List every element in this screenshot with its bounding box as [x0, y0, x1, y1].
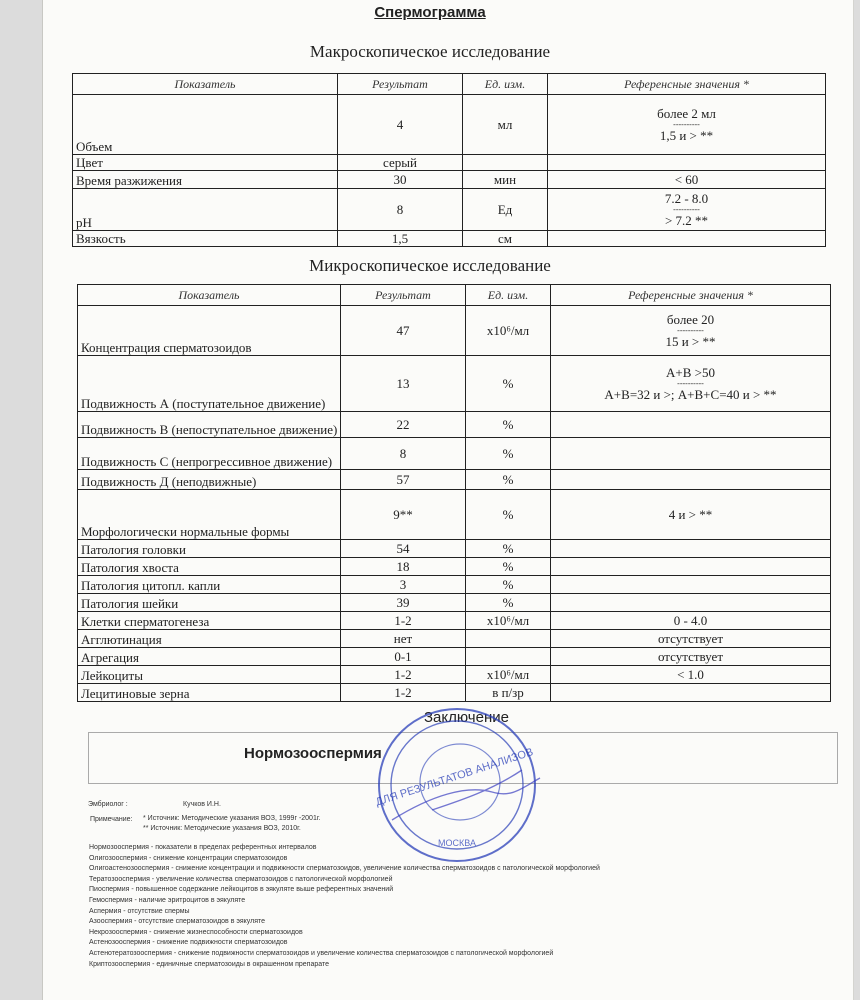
row-reference — [551, 576, 831, 594]
legend-line: Астенотератозооспермия - снижение подвижности сперматозоидов и увеличение количества сперматозоидов с патологической морфологией — [89, 949, 554, 957]
note-line-1: * Источник: Методические указания ВОЗ, 1999г -2001г. — [143, 815, 321, 822]
reference-line: более 20 — [666, 311, 715, 327]
row-result: 8 — [338, 189, 463, 231]
row-unit: % — [466, 540, 551, 558]
stamp-city-text: МОСКВА — [438, 838, 476, 848]
legend-line: Астенозооспермия - снижение подвижности сперматозоидов — [89, 939, 288, 947]
row-result: 30 — [338, 171, 463, 189]
row-name: Агрегация — [78, 648, 341, 666]
header-reference: Референсные значения * — [551, 285, 831, 306]
row-reference — [551, 594, 831, 612]
reference-line: А+В >50 — [666, 364, 715, 380]
row-name: pH — [73, 189, 338, 231]
row-reference — [551, 684, 831, 702]
row-unit: х10⁶/мл — [466, 666, 551, 684]
row-reference — [548, 155, 826, 171]
note-label: Примечание: — [90, 816, 133, 823]
header-unit: Ед. изм. — [463, 74, 548, 95]
reference-line: ---------- — [673, 204, 700, 214]
row-name: Цвет — [73, 155, 338, 171]
reference-line: ---------- — [677, 325, 704, 335]
row-unit: х10⁶/мл — [466, 612, 551, 630]
row-result: нет — [341, 630, 466, 648]
row-result: серый — [338, 155, 463, 171]
micro-table — [77, 284, 831, 702]
row-name: Концентрация сперматозоидов — [78, 306, 341, 356]
table-row — [78, 630, 831, 648]
table-row — [73, 231, 826, 247]
row-result: 4 — [338, 95, 463, 155]
legend-line: Олигоастенозооспермия - снижение концентрации и подвижности сперматозоидов, увеличение количества сперматозоидов с патологической морфологией — [89, 865, 600, 873]
row-reference — [551, 666, 831, 684]
row-name: Лейкоциты — [78, 666, 341, 684]
row-unit: мин — [463, 171, 548, 189]
table-row — [78, 470, 831, 490]
row-result: 0-1 — [341, 648, 466, 666]
reference-line: 7.2 - 8.0 — [664, 190, 709, 206]
row-result: 1,5 — [338, 231, 463, 247]
legend-line: Аспермия - отсутствие спермы — [89, 907, 190, 915]
row-unit: % — [466, 356, 551, 412]
row-result: 18 — [341, 558, 466, 576]
table-row — [78, 540, 831, 558]
reference-line: 4 и > ** — [668, 506, 713, 522]
header-unit: Ед. изм. — [466, 285, 551, 306]
row-result: 1-2 — [341, 612, 466, 630]
table-row — [78, 666, 831, 684]
header-result: Результат — [341, 285, 466, 306]
row-result: 22 — [341, 412, 466, 438]
clinic-stamp — [372, 700, 542, 870]
macro-table — [72, 73, 826, 247]
legend-line: Криптозооспермия - единичные сперматозоиды в окрашенном препарате — [89, 960, 330, 968]
header-result: Результат — [338, 74, 463, 95]
reference-line: более 2 мл — [657, 105, 716, 121]
table-row — [78, 356, 831, 412]
legend-line: Пиоспермия - повышенное содержание лейкоцитов в эякуляте выше референтных значений — [89, 886, 394, 894]
row-name: Подвижность А (поступательное движение) — [78, 356, 341, 412]
row-reference — [548, 171, 826, 189]
reference-line: А+В=32 и >; А+В+С=40 и > ** — [604, 386, 777, 402]
row-name: Подвижность В (непоступательное движение) — [78, 412, 341, 438]
row-name: Агглютинация — [78, 630, 341, 648]
stamp-center-text: ДЛЯ РЕЗУЛЬТАТОВ АНАЛИЗОВ — [374, 746, 535, 809]
row-result: 57 — [341, 470, 466, 490]
table-row — [73, 171, 826, 189]
table-row — [78, 612, 831, 630]
reference-line: ---------- — [677, 378, 704, 388]
row-reference — [548, 95, 826, 155]
row-unit: % — [466, 438, 551, 470]
row-unit — [466, 630, 551, 648]
row-name: Морфологически нормальные формы — [78, 490, 341, 540]
header-indicator: Показатель — [78, 285, 341, 306]
reference-line: отсутствует — [657, 630, 724, 646]
row-reference — [551, 356, 831, 412]
legend-line: Олигозооспермия - снижение концентрации сперматозоидов — [89, 854, 288, 862]
table-row — [78, 490, 831, 540]
row-reference — [551, 630, 831, 648]
table-row — [78, 684, 831, 702]
note-line-2: ** Источник: Методические указания ВОЗ, 2010г. — [143, 825, 301, 832]
row-reference — [551, 412, 831, 438]
row-result: 47 — [341, 306, 466, 356]
row-reference — [551, 648, 831, 666]
table-row — [78, 306, 831, 356]
table-row — [78, 558, 831, 576]
reference-line: 15 и > ** — [665, 333, 716, 349]
row-name: Лецитиновые зерна — [78, 684, 341, 702]
table-row — [73, 155, 826, 171]
row-unit — [463, 155, 548, 171]
row-name: Вязкость — [73, 231, 338, 247]
header-indicator: Показатель — [73, 74, 338, 95]
row-reference — [548, 231, 826, 247]
row-result: 3 — [341, 576, 466, 594]
row-result: 13 — [341, 356, 466, 412]
embryologist-name: Кучков И.Н. — [183, 801, 221, 808]
row-result: 9** — [341, 490, 466, 540]
row-unit: % — [466, 594, 551, 612]
document-title: Спермограмма — [374, 4, 486, 21]
row-unit: х10⁶/мл — [466, 306, 551, 356]
row-reference — [551, 438, 831, 470]
row-reference — [548, 189, 826, 231]
table-row — [78, 576, 831, 594]
row-name: Патология головки — [78, 540, 341, 558]
reference-line: 1,5 и > ** — [659, 127, 714, 143]
row-unit: Ед — [463, 189, 548, 231]
row-unit — [466, 648, 551, 666]
row-name: Объем — [73, 95, 338, 155]
row-unit: % — [466, 576, 551, 594]
row-name: Подвижность Д (неподвижные) — [78, 470, 341, 490]
reference-line: > 7.2 ** — [664, 212, 709, 228]
row-unit: % — [466, 558, 551, 576]
row-reference — [551, 306, 831, 356]
row-result: 39 — [341, 594, 466, 612]
row-name: Время разжижения — [73, 171, 338, 189]
row-name: Патология хвоста — [78, 558, 341, 576]
table-row — [73, 95, 826, 155]
conclusion-label: Заключение — [424, 709, 509, 726]
row-unit: см — [463, 231, 548, 247]
row-name: Клетки сперматогенеза — [78, 612, 341, 630]
legend-line: Азооспермия - отсутствие сперматозоидов в эякуляте — [89, 918, 266, 926]
row-unit: мл — [463, 95, 548, 155]
row-reference — [551, 490, 831, 540]
row-unit: % — [466, 412, 551, 438]
reference-line: 0 - 4.0 — [673, 612, 708, 628]
embryologist-label: Эмбриолог : — [88, 801, 128, 808]
row-name: Патология шейки — [78, 594, 341, 612]
row-unit: в п/зр — [466, 684, 551, 702]
row-result: 1-2 — [341, 684, 466, 702]
table-row — [78, 594, 831, 612]
row-result: 54 — [341, 540, 466, 558]
reference-line: ---------- — [673, 119, 700, 129]
table-row — [73, 189, 826, 231]
row-reference — [551, 540, 831, 558]
micro-section-title: Микроскопическое исследование — [309, 256, 551, 275]
reference-line: < 60 — [674, 171, 699, 187]
row-reference — [551, 558, 831, 576]
reference-line: < 1.0 — [677, 666, 704, 682]
legend-line: Тератозооспермия - увеличение количества сперматозоидов с патологической морфологией — [89, 875, 393, 883]
row-result: 1-2 — [341, 666, 466, 684]
row-name: Патология цитопл. капли — [78, 576, 341, 594]
table-row — [78, 412, 831, 438]
legend-line: Гемоспермия - наличие эритроцитов в эякуляте — [89, 896, 246, 904]
macro-section-title: Макроскопическое исследование — [309, 42, 551, 61]
row-unit: % — [466, 490, 551, 540]
row-name: Подвижность С (непрогрессивное движение) — [78, 438, 341, 470]
row-reference — [551, 470, 831, 490]
row-result: 8 — [341, 438, 466, 470]
legend-line: Нормозооспермия - показатели в пределах референтных интервалов — [89, 844, 317, 851]
row-unit: % — [466, 470, 551, 490]
table-row — [78, 438, 831, 470]
row-reference — [551, 612, 831, 630]
header-reference: Референсные значения * — [548, 74, 826, 95]
legend-line: Некрозооспермия - снижение жизнеспособности сперматозоидов — [89, 928, 303, 936]
reference-line: отсутствует — [657, 648, 724, 664]
table-row — [78, 648, 831, 666]
conclusion-text: Нормозооспермия — [244, 745, 382, 762]
